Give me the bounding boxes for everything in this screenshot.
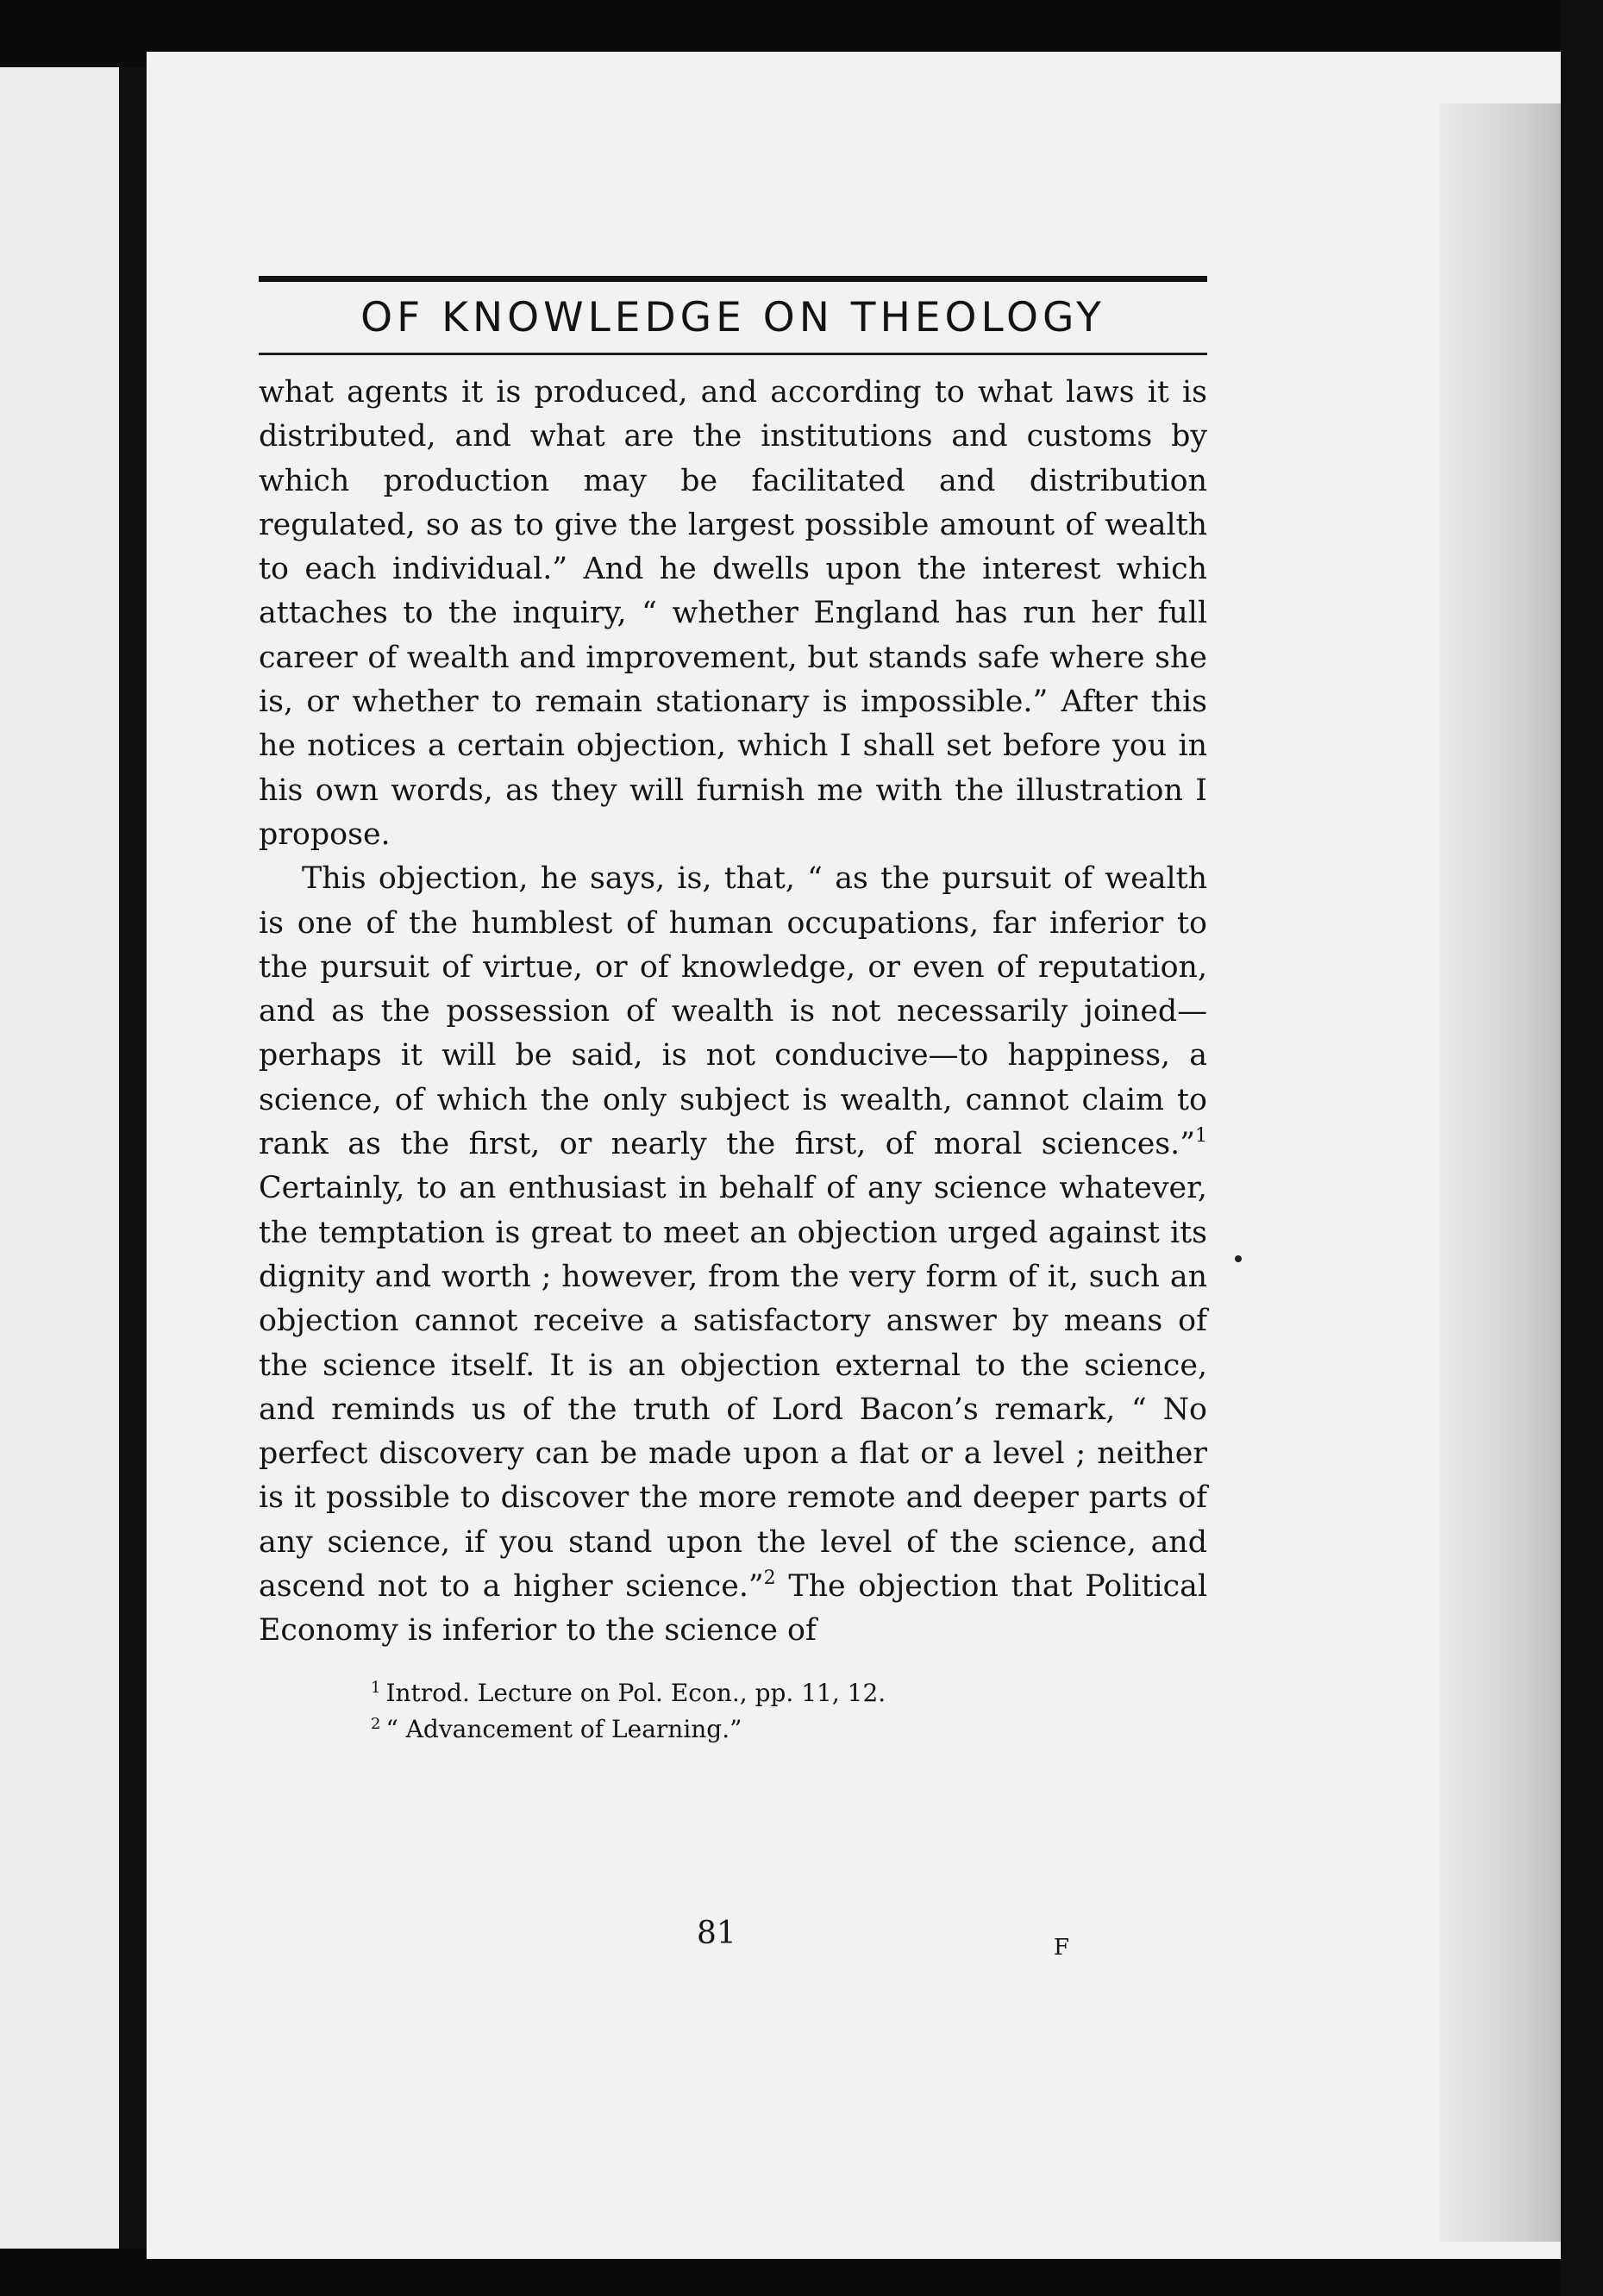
paragraph-2-part-b: Certainly, to an enthusiast in behalf of any science whatever, the temptation is great to meet an objection urged against its dignity and worth ; however, from the very form of it, such an objection cannot receive a satisfactory answer by means of the science itself. It is an objection external to the science, and reminds us of the truth of Lord Bacon’s remark, “ No perfect discovery can be made upon a flat or a level ; neither is it possible to discover the more remote and deeper parts of any science, if you stand upon the level of the science, and ascend not to a higher science.”	[259, 1171, 1207, 1605]
facing-page-edge	[0, 67, 119, 2249]
signature-mark: F	[1054, 1935, 1070, 1961]
margin-mark	[1235, 1255, 1242, 1262]
header-rule-top	[259, 276, 1207, 282]
footnote-ref-1: 1	[1195, 1125, 1207, 1148]
footnotes	[259, 1673, 1207, 1745]
body-text	[259, 371, 1207, 1654]
footnote-ref-2: 2	[763, 1567, 776, 1590]
header-rule-bottom	[259, 353, 1207, 355]
page-number: 81	[697, 1916, 736, 1951]
text-block	[259, 276, 1207, 1745]
footnote-1-mark: 1	[371, 1678, 381, 1697]
footnote-1-text: Introd. Lecture on Pol. Econ., pp. 11, 12.	[385, 1678, 886, 1707]
scan-border	[1561, 0, 1603, 2296]
footnote-2-text: “ Advancement of Learning.”	[385, 1714, 742, 1743]
paragraph-2	[259, 857, 1207, 1653]
paragraph-2-part-c: The objection that Political Economy is inferior to the science of	[259, 1569, 1207, 1648]
book-gutter	[119, 67, 147, 2249]
paragraph-2-part-a: This objection, he says, is, that, “ as the pursuit of wealth is one of the humblest of human occupations, far inferior to the pursuit of virtue, or of knowledge, or even of reputation, and as the possession of wealth is not necessarily joined—perhaps it will be said, is not conducive—to happiness, a science, of which the only subject is wealth, cannot claim to rank as the first, or nearly the first, of moral sciences.”	[259, 861, 1207, 1162]
paragraph-1: what agents it is produced, and according to what laws it is distributed, and what are the institutions and customs by which production may be facilitated and distribution regulated, so as to give the largest possible amount of wealth to each individual.” And he dwells upon the interest which attaches to the inquiry, “ whether England has run her full career of wealth and improvement, but stands safe where she is, or whether to remain stationary is impossible.” After this he notices a certain objection, which I shall set before you in his own words, as they will furnish me with the illustration I propose.	[259, 375, 1207, 852]
footnote-2	[371, 1709, 1207, 1745]
footnote-1	[371, 1673, 1207, 1709]
page-fore-edge	[1440, 103, 1561, 2242]
footnote-2-mark: 2	[371, 1714, 381, 1733]
running-head: OF KNOWLEDGE ON THEOLOGY	[360, 294, 1105, 341]
